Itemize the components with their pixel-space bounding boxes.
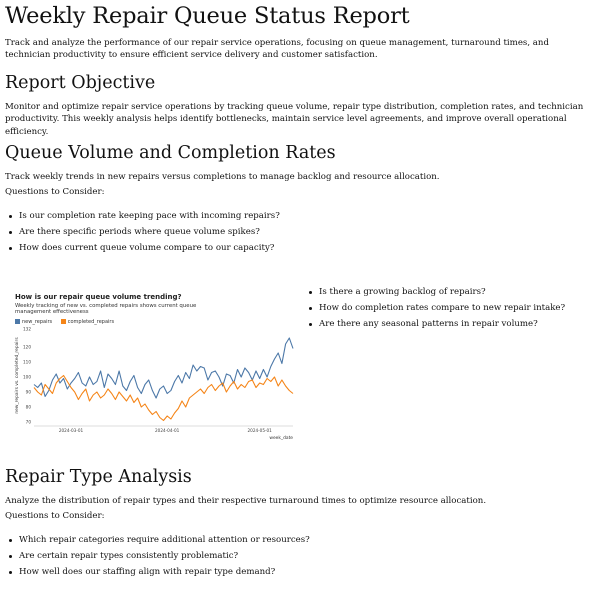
- list-item: Which repair categories require additional attention or resources?: [5, 534, 310, 550]
- repair-type-heading: Repair Type Analysis: [5, 467, 192, 487]
- x-tick-label: 2024-05-01: [247, 428, 272, 433]
- list-item: How does current queue volume compare to our capacity?: [5, 242, 280, 258]
- queue-volume-chart: [10, 288, 300, 444]
- repair-type-text: Analyze the distribution of repair types and their respective turnaround times to optimize resource allocation.: [5, 496, 487, 506]
- y-tick-label: 110: [23, 359, 31, 365]
- list-item: Are there any seasonal patterns in repair volume?: [305, 318, 565, 334]
- y-tick-label: 120: [23, 344, 31, 350]
- x-tick-label: 2024-03-01: [58, 428, 84, 433]
- objective-heading: Report Objective: [5, 73, 156, 93]
- queue-side-questions-list: [305, 286, 565, 334]
- list-item: How do completion rates compare to new repair intake?: [305, 302, 565, 318]
- chart-plot: [10, 288, 300, 444]
- repair-type-questions-list: [5, 534, 310, 582]
- list-item: How well does our staffing align with repair type demand?: [5, 566, 310, 582]
- page-title: Weekly Repair Queue Status Report: [5, 3, 410, 29]
- y-tick-label: 132: [23, 326, 31, 332]
- objective-text: Monitor and optimize repair service operations by tracking queue volume, repair type distribution, completion rates, and technician productivity. This weekly analysis helps identify bottlenecks, maintain service level agreements, and improve overall operational efficiency.: [5, 102, 584, 137]
- chart-subtitle: Weekly tracking of new vs. completed repairs shows current queue management effectiveness: [15, 303, 197, 316]
- chart-title: How is our repair queue volume trending?: [15, 293, 182, 301]
- list-item: Are there specific periods where queue volume spikes?: [5, 226, 280, 242]
- queue-heading: Queue Volume and Completion Rates: [5, 143, 336, 163]
- x-axis-label: week_date: [269, 436, 293, 441]
- list-item: Is our completion rate keeping pace with incoming repairs?: [5, 210, 280, 226]
- repair-type-questions-label: Questions to Consider:: [5, 511, 105, 521]
- queue-questions-list: [5, 210, 280, 258]
- intro-text: Track and analyze the performance of our repair service operations, focusing on queue management, turnaround times, and technician productivity to ensure efficient service delivery and customer satisfaction.: [5, 38, 549, 61]
- x-tick-label: 2024-04-01: [155, 428, 180, 433]
- y-tick-label: 100: [23, 374, 31, 380]
- y-tick-label: 90: [25, 389, 31, 395]
- y-tick-label: 70: [25, 419, 31, 425]
- list-item: Is there a growing backlog of repairs?: [305, 286, 565, 302]
- queue-questions-label: Questions to Consider:: [5, 187, 105, 197]
- list-item: Are certain repair types consistently problematic?: [5, 550, 310, 566]
- y-tick-label: 80: [25, 404, 31, 410]
- y-axis-label: new_repairs vs. completed_repairs: [15, 337, 20, 414]
- legend-label-new: new_repairs: [22, 319, 53, 325]
- queue-text: Track weekly trends in new repairs versus completions to manage backlog and resource allocation.: [5, 172, 440, 182]
- legend-label-completed: completed_repairs: [67, 319, 115, 325]
- series-line-completed_repairs: [34, 376, 293, 421]
